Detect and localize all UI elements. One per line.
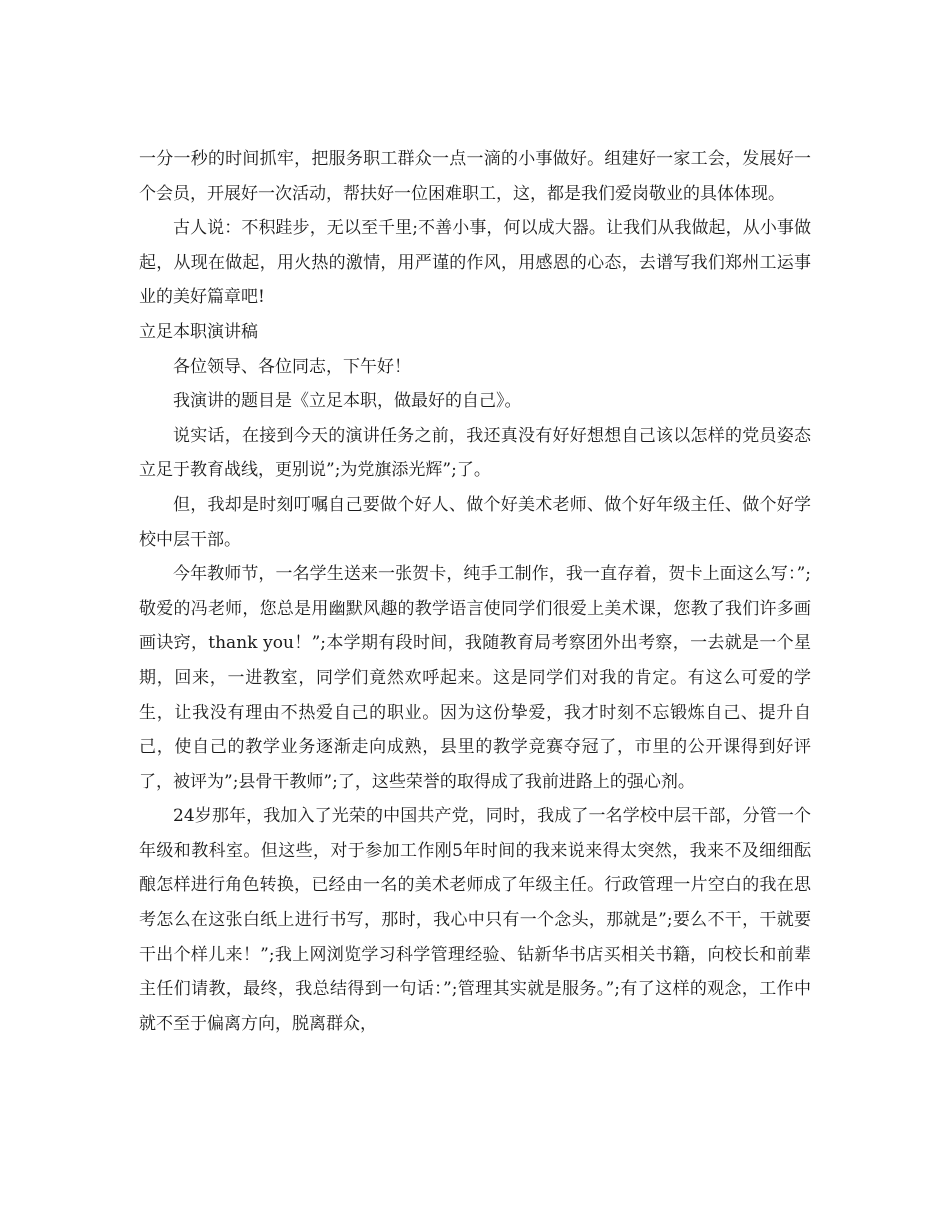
paragraph-2: 古人说：不积跬步，无以至千里;不善小事，何以成大器。让我们从我做起，从小事做起，从现在做起，用火热的激情，用严谨的作风，用感恩的心态，去谱写我们郑州工运事业的美好篇章吧! (139, 218, 811, 308)
speech-paragraph-4: 但，我却是时刻叮嘱自己要做个好人、做个好美术老师、做个好年级主任、做个好学校中层干部。 (139, 494, 811, 550)
speech-paragraph-2: 我演讲的题目是《立足本职，做最好的自己》。 (173, 391, 522, 412)
speech-paragraph-1: 各位领导、各位同志，下午好！ (173, 356, 411, 377)
speech-title: 立足本职演讲稿 (139, 321, 258, 342)
speech-paragraph-6: 24岁那年，我加入了光荣的中国共产党，同时，我成了一名学校中层干部，分管一个年级和教科室。但这些，对于参加工作刚5年时间的我来说来得太突然，我来不及细细酝酿怎样进行角色转换，已经由一名的美术老师成了年级主任。行政管理一片空白的我在思考怎么在这张白纸上进行书写，那时，我心中只有一个念头，那就是”;要么不干，干就要干出个样儿来！”;我上网浏览学习科学管理经验、钻新华书店买相关书籍，向校长和前辈主任们请教，最终，我总结得到一句话：”;管理其实就是服务。”;有了这样的观念，工作中就不至于偏离方向，脱离群众， (139, 806, 811, 1034)
paragraph-1: 一分一秒的时间抓牢，把服务职工群众一点一滴的小事做好。组建好一家工会，发展好一个会员，开展好一次活动，帮扶好一位困难职工，这，都是我们爱岗敬业的具体体现。 (139, 149, 811, 204)
speech-paragraph-3: 说实话，在接到今天的演讲任务之前，我还真没有好好想想自己该以怎样的党员姿态立足于教育战线，更别说”;为党旗添光辉”;了。 (139, 425, 811, 481)
speech-paragraph-5: 今年教师节，一名学生送来一张贺卡，纯手工制作，我一直存着，贺卡上面这么写：”;敬爱的冯老师，您总是用幽默风趣的教学语言使同学们很爱上美术课，您教了我们许多画画诀窍，thank you！”;本学期有段时间，我随教育局考察团外出考察，一去就是一个星期，回来，一进教室，同学们竟然欢呼起来。这是同学们对我的肯定。有这么可爱的学生，让我没有理由不热爱自己的职业。因为这份挚爱，我才时刻不忘锻炼自己、提升自己，使自己的教学业务逐渐走向成熟，县里的教学竞赛夺冠了，市里的公开课得到好评了，被评为”;县骨干教师”;了，这些荣誉的取得成了我前进路上的强心剂。 (139, 564, 811, 792)
document-body (139, 142, 811, 1041)
